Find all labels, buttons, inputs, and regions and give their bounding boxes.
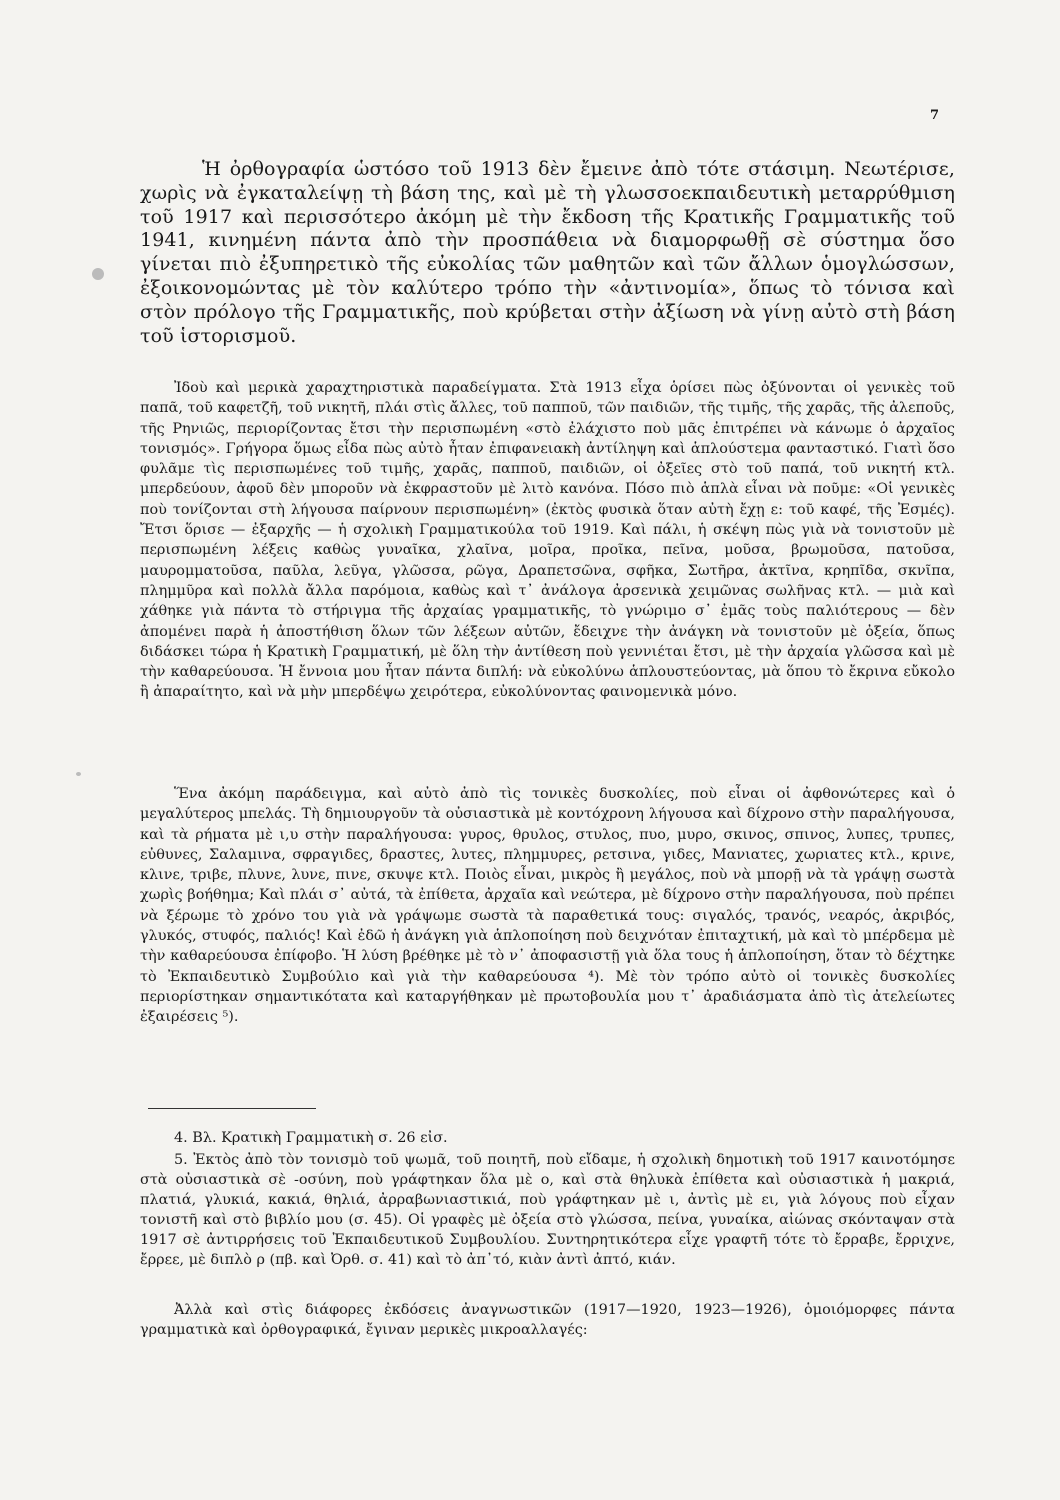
paragraph-another-example: Ἕνα ἀκόμη παράδειγμα, καὶ αὐτὸ ἀπὸ τὶς τονικὲς δυσκολίες, ποὺ εἶναι οἱ ἀφθονώτερες καὶ ὁ μεγαλύτερος μπελάς. Τὴ δημιουργοῦν τὰ οὐσιαστικὰ μὲ κοντόχρονη λήγουσα καὶ δίχρονο στὴν παραλήγουσα, καὶ τὰ ρήματα μὲ ι,υ στὴν παραλήγουσα: γυρος, θρυλος, στυλος, πυο, μυρο, σκινος, σπινος, λυπες, τρυπες, εὐθυνες, Σαλαμινα, σφραγιδες, δραστες, λυτες, πλημμυρες, ρετσινα, γιδες, Μανιατες, χωριατες κτλ., κρινε, κλινε, τριβε, πλυνε, λυνε, πινε, σκυψε κτλ. Ποιὸς εἶναι, μικρὸς ἢ μεγάλος, ποὺ νὰ μπορῇ νὰ τὰ γράψῃ σωστὰ χωρὶς βοήθημα; Καὶ πλάι σ᾽ αὐτά, τὰ ἐπίθετα, ἀρχαῖα καὶ νεώτερα, μὲ δίχρονο στὴν παραλήγουσα, ποὺ πρέπει νὰ ξέρωμε τὸ χρόνο του γιὰ νὰ γράψωμε σωστὰ τὰ παραθετικά τους: σιγαλός, τρανός, νεαρός, ἀκριβός, γλυκός, στυφός, παλιός! Καὶ ἐδῶ ἡ ἀνάγκη γιὰ ἁπλοποίηση ποὺ δειχνόταν ἐπιταχτική, μὰ καὶ τὸ μπέρδεμα μὲ τὴν καθαρεύουσα ἐπίφοβο. Ἡ λύση βρέθηκε μὲ τὸ ν᾽ ἀποφασιστῇ γιὰ ὅλα τους ἡ ἁπλοποίηση, ὅταν τὸ δέχτηκε τὸ Ἐκπαιδευτικὸ Συμβούλιο καὶ γιὰ τὴν καθαρεύουσα ⁴). Μὲ τὸν τρόπο αὐτὸ οἱ τονικὲς δυσκολίες περιορίστηκαν σημαντικότατα καὶ καταργήθηκαν μὲ πρωτοβουλία μου τ᾽ ἀραδιάσματα ἀπὸ τὶς ἀτελείωτες ἐξαιρέσεις ⁵). [140,786,955,1026]
page-number: 7 [930,108,940,123]
paragraph-examples: Ἰδοὺ καὶ μερικὰ χαραχτηριστικὰ παραδείγματα. Στὰ 1913 εἶχα ὁρίσει πὼς ὀξύνονται οἱ γενικὲς τοῦ παπᾶ, τοῦ καφετζῆ, τοῦ νικητῆ, πλάι στὶς ἄλλες, τοῦ παπποῦ, τῶν παιδιῶν, τῆς τιμῆς, τῆς χαρᾶς, τῆς ἀλεποῦς, τῆς Ρηνιῶς, περιορίζοντας ἔτσι τὴν περισπωμένη «στὸ ἐλάχιστο ποὺ μᾶς ἐπιτρέπει νὰ κάνωμε ὁ ἀρχαῖος τονισμός». Γρήγορα ὅμως εἶδα πὼς αὐτὸ ἦταν ἐπιφανειακὴ ἀντίληψη καὶ ἁπλούστεμα φανταστικό. Γιατὶ ὅσο φυλᾶμε τὶς περισπωμένες τοῦ τιμῆς, χαρᾶς, παπποῦ, παιδιῶν, οἱ ὀξεῖες στὸ τοῦ παπά, τοῦ νικητή κτλ. μπερδεύουν, ἀφοῦ δὲν μποροῦν νὰ ἐκφραστοῦν μὲ λιτὸ κανόνα. Πόσο πιὸ ἁπλὰ εἶναι νὰ ποῦμε: «Οἱ γενικὲς ποὺ τονίζονται στὴ λήγουσα παίρνουν περισπωμένη» (ἐκτὸς φυσικὰ ὅταν αὐτὴ ἔχῃ ε: τοῦ καφέ, τῆς Ἐσμές). Ἔτσι ὅρισε — ἐξαρχῆς — ἡ σχολικὴ Γραμματικούλα τοῦ 1919. Καὶ πάλι, ἡ σκέψη πὼς γιὰ νὰ τονιστοῦν μὲ περισπωμένη λέξεις καθὼς γυναῖκα, χλαῖνα, μοῖρα, προῖκα, πεῖνα, μοῦσα, βρωμοῦσα, πατοῦσα, μαυρομματοῦσα, παῦλα, λεῦγα, γλῶσσα, ρῶγα, Δραπετσῶνα, σφῆκα, Σωτῆρα, ἀκτῖνα, κρηπῖδα, σκνῖπα, πλημμῦρα καὶ πολλὰ ἄλλα παρόμοια, καθὼς καὶ τ᾽ ἀνάλογα ἀρσενικὰ χειμῶνας σωλῆνας κτλ. — μιὰ καὶ χάθηκε γιὰ πάντα τὸ στήριγμα τῆς ἀρχαίας γραμματικῆς, τὸ γνώριμο σ᾽ ἐμᾶς τοὺς παλιότερους — δὲν ἀπομένει παρὰ ἡ ἀποστήθιση ὅλων τῶν λέξεων αὐτῶν, ἔδειχνε τὴν ἀνάγκη νὰ τονιστοῦν μὲ ὀξεία, ὅπως διδάσκει τώρα ἡ Κρατικὴ Γραμματική, μὲ ὅλη τὴν ἀντίθεση ποὺ γεννιέται ἔτσι, μὲ τὴν ἀρχαία γλῶσσα καὶ μὲ τὴν καθαρεύουσα. Ἡ ἔννοια μου ἦταν πάντα διπλή: νὰ εὐκολύνω ἁπλουστεύοντας, μὰ ὅπου τὸ ἔκρινα εὔκολο ἢ ἀπαραίτητο, καὶ νὰ μὴν μπερδέψω χειρότερα, εὐκολύνοντας φαινομενικὰ μόνο. [140,380,955,701]
paragraph-intro: Ἡ ὀρθογραφία ὡστόσο τοῦ 1913 δὲν ἔμεινε ἀπὸ τότε στάσιμη. Νεωτέρισε, χωρὶς νὰ ἐγκαταλείψῃ τὴ βάση της, καὶ μὲ τὴ γλωσσοεκπαιδευτικὴ μεταρρύθμιση τοῦ 1917 καὶ περισσότερο ἀκόμη μὲ τὴν ἔκδοση τῆς Κρατικῆς Γραμματικῆς τοῦ 1941, κινημένη πάντα ἀπὸ τὴν προσπάθεια νὰ διαμορφωθῇ σὲ σύστημα ὅσο γίνεται πιὸ ἐξυπηρετικὸ τῆς εὐκολίας τῶν μαθητῶν καὶ τῶν ἄλλων ὁμογλώσσων, ἐξοικονομώντας μὲ τὸν καλύτερο τρόπο τὴν «ἀντινομία», ὅπως τὸ τόνισα καὶ στὸν πρόλογο τῆς Γραμματικῆς, ποὺ κρύβεται στὴν ἀξίωση νὰ γίνῃ αὐτὸ στὴ βάση τοῦ ἱστορισμοῦ. [140,158,955,347]
footnote-5: 5. Ἐκτὸς ἀπὸ τὸν τονισμὸ τοῦ ψωμᾶ, τοῦ ποιητῆ, ποὺ εἴδαμε, ἡ σχολικὴ δημοτικὴ τοῦ 1917 καινοτόμησε στὰ οὐσιαστικὰ σὲ -οσύνη, ποὺ γράφτηκαν ὅλα μὲ ο, καὶ στὰ θηλυκὰ ἐπίθετα καὶ οὐσιαστικὰ ἡ μακριά, πλατιά, γλυκιά, κακιά, θηλιά, ἀρραβωνιαστικιά, ποὺ γράφτηκαν μὲ ι, ἀντὶς μὲ ει, γιὰ λόγους ποὺ εἶχαν τονιστῆ καὶ στὸ βιβλίο μου (σ. 45). Οἱ γραφὲς μὲ ὀξεία στὸ γλώσσα, πείνα, γυναίκα, αἰώνας σκόνταψαν στὰ 1917 σὲ ἀντιρρήσεις τοῦ Ἐκπαιδευτικοῦ Συμβουλίου. Συντηρητικότερα εἶχε γραφτῆ τότε τὸ ἔρραβε, ἔρριχνε, ἔρρεε, μὲ διπλὸ ρ (πβ. καὶ Ὀρθ. σ. 41) καὶ τὸ ἀπ᾽τό, κιὰν ἀντὶ ἀπτό, κιάν. [140,1152,955,1268]
footnote-continuation: Ἀλλὰ καὶ στὶς διάφορες ἐκδόσεις ἀναγνωστικῶν (1917—1920, 1923—1926), ὁμοιόμορφες πάντα γραμματικὰ καὶ ὀρθογραφικά, ἔγιναν μερικὲς μικροαλλαγές: [140,1302,955,1338]
paper-speck [76,772,81,776]
footnote-divider [148,1108,316,1109]
footnote-4: 4. Βλ. Κρατικὴ Γραμματικὴ σ. 26 εἰσ. [174,1130,448,1146]
paper-speck [92,268,104,280]
